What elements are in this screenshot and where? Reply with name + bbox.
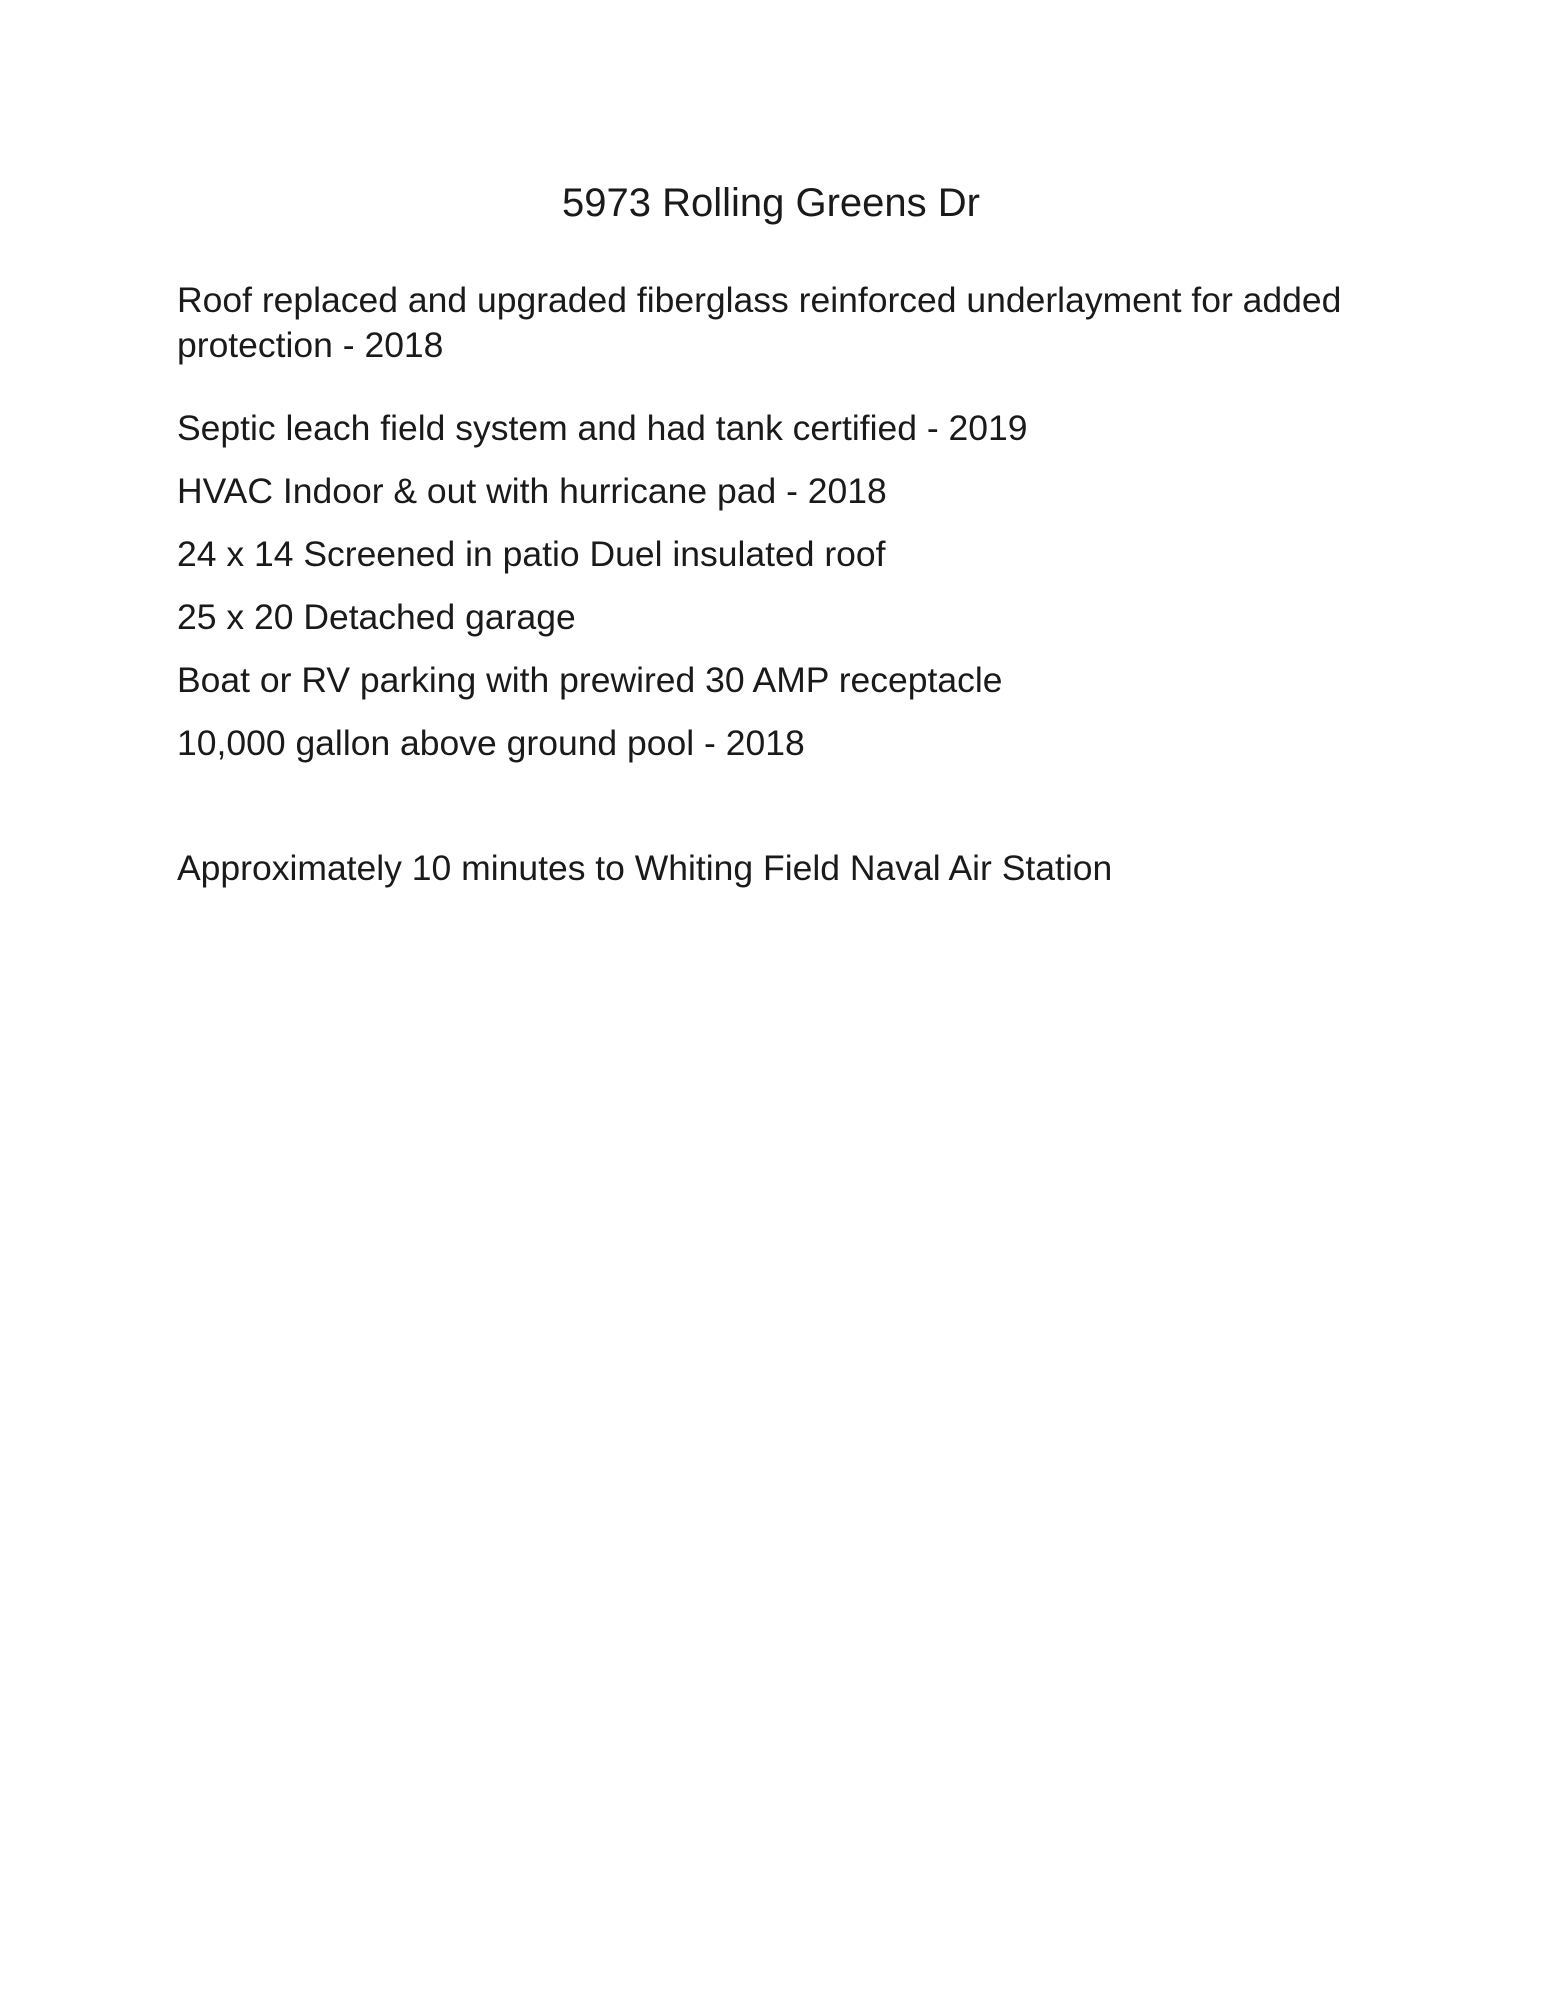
paragraph-boat-rv-parking: Boat or RV parking with prewired 30 AMP receptacle <box>177 660 1003 700</box>
paragraph-detached-garage: 25 x 20 Detached garage <box>177 597 576 637</box>
paragraph-hvac: HVAC Indoor & out with hurricane pad - 2018 <box>177 471 887 511</box>
paragraph-screened-patio: 24 x 14 Screened in patio Duel insulated roof <box>177 534 886 574</box>
paragraph-whiting-field-distance: Approximately 10 minutes to Whiting Field Naval Air Station <box>177 848 1113 888</box>
paragraph-above-ground-pool: 10,000 gallon above ground pool - 2018 <box>177 723 805 763</box>
paragraph-roof-replacement: Roof replaced and upgraded fiberglass reinforced underlayment for added protection - 2018 <box>177 280 1342 365</box>
document-content <box>177 0 1365 891</box>
document-title: 5973 Rolling Greens Dr <box>562 181 980 225</box>
paragraph-septic-system: Septic leach field system and had tank certified - 2019 <box>177 408 1028 448</box>
